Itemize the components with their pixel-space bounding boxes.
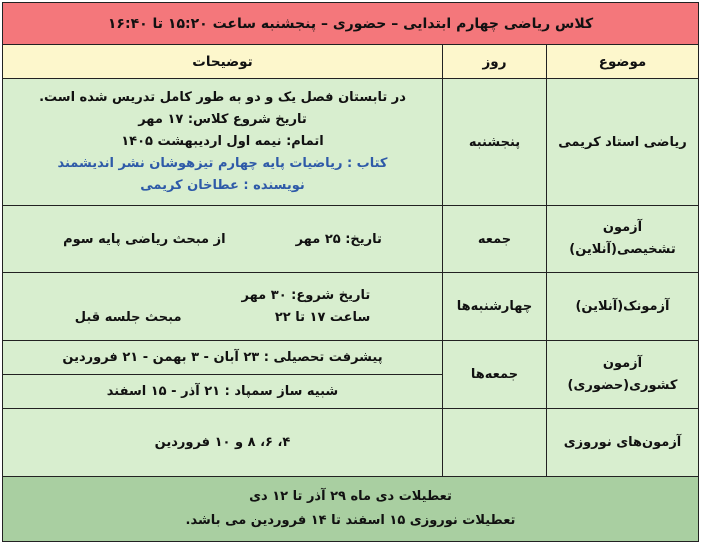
table-row bbox=[3, 206, 699, 273]
row-desc: ۴، ۶، ۸ و ۱۰ فروردین bbox=[3, 409, 443, 477]
row-subject: آزمونک(آنلاین) bbox=[547, 273, 699, 341]
footer-row bbox=[3, 477, 699, 542]
row-desc: پیشرفت تحصیلی : ۲۳ آبان - ۳ بهمن - ۲۱ فروردین bbox=[3, 341, 443, 375]
schedule-table-wrapper bbox=[2, 2, 698, 542]
row-subject: ریاضی استاد کریمی bbox=[547, 79, 699, 206]
footer-line: تعطیلات دی ماه ۲۹ آذر تا ۱۲ دی bbox=[249, 489, 452, 504]
row-desc bbox=[3, 206, 443, 273]
footer-line: تعطیلات نوروزی ۱۵ اسفند تا ۱۴ فروردین می باشد. bbox=[185, 513, 516, 528]
subject-line: تشخیصی(آنلاین) bbox=[569, 242, 676, 257]
table-row bbox=[3, 273, 699, 341]
row-subject bbox=[547, 206, 699, 273]
title-row bbox=[3, 3, 699, 45]
quiz-start: تاریخ شروع: ۳۰ مهر bbox=[241, 287, 371, 303]
row-day: پنجشنبه bbox=[443, 79, 547, 206]
subject-line: آزمون bbox=[602, 220, 643, 235]
author-line: نویسنده : عطاخان کریمی bbox=[140, 178, 305, 193]
desc-line: تاریخ شروع کلاس: ۱۷ مهر bbox=[138, 112, 307, 127]
quiz-topic: مبحث جلسه قبل bbox=[74, 309, 182, 325]
subject-line: کشوری(حضوری) bbox=[567, 377, 678, 393]
row-desc bbox=[3, 273, 443, 341]
quiz-time: ساعت ۱۷ تا ۲۲ bbox=[274, 309, 371, 325]
book-line: کتاب : ریاضیات پایه چهارم تیزهوشان نشر اندیشمند bbox=[57, 156, 388, 171]
exam-date: تاریخ: ۲۵ مهر bbox=[295, 231, 382, 247]
row-desc bbox=[3, 79, 443, 206]
table-title: کلاس ریاضی چهارم ابتدایی – حضوری – پنجشنبه ساعت ۱۵:۲۰ تا ۱۶:۴۰ bbox=[3, 3, 699, 45]
row-day: جمعه bbox=[443, 206, 547, 273]
table-row bbox=[3, 341, 699, 375]
row-day bbox=[443, 409, 547, 477]
desc-line: اتمام: نیمه اول اردیبهشت ۱۴۰۵ bbox=[121, 134, 324, 149]
subject-line: آزمون bbox=[602, 355, 643, 371]
row-subject bbox=[547, 341, 699, 409]
table-row bbox=[3, 409, 699, 477]
header-day: روز bbox=[443, 45, 547, 79]
table-row bbox=[3, 79, 699, 206]
header-subject: موضوع bbox=[547, 45, 699, 79]
header-desc: توضیحات bbox=[3, 45, 443, 79]
row-day: چهارشنبه‌ها bbox=[443, 273, 547, 341]
row-subject: آزمون‌های نوروزی bbox=[547, 409, 699, 477]
header-row bbox=[3, 45, 699, 79]
exam-topic: از مبحث ریاضی پایه سوم bbox=[63, 231, 226, 247]
desc-line: در تابستان فصل یک و دو به طور کامل تدریس شده است. bbox=[39, 90, 406, 105]
row-desc: شبیه ساز سمپاد : ۲۱ آذر - ۱۵ اسفند bbox=[3, 375, 443, 409]
footer-notes bbox=[3, 477, 699, 542]
schedule-table bbox=[2, 2, 699, 542]
row-day: جمعه‌ها bbox=[443, 341, 547, 409]
